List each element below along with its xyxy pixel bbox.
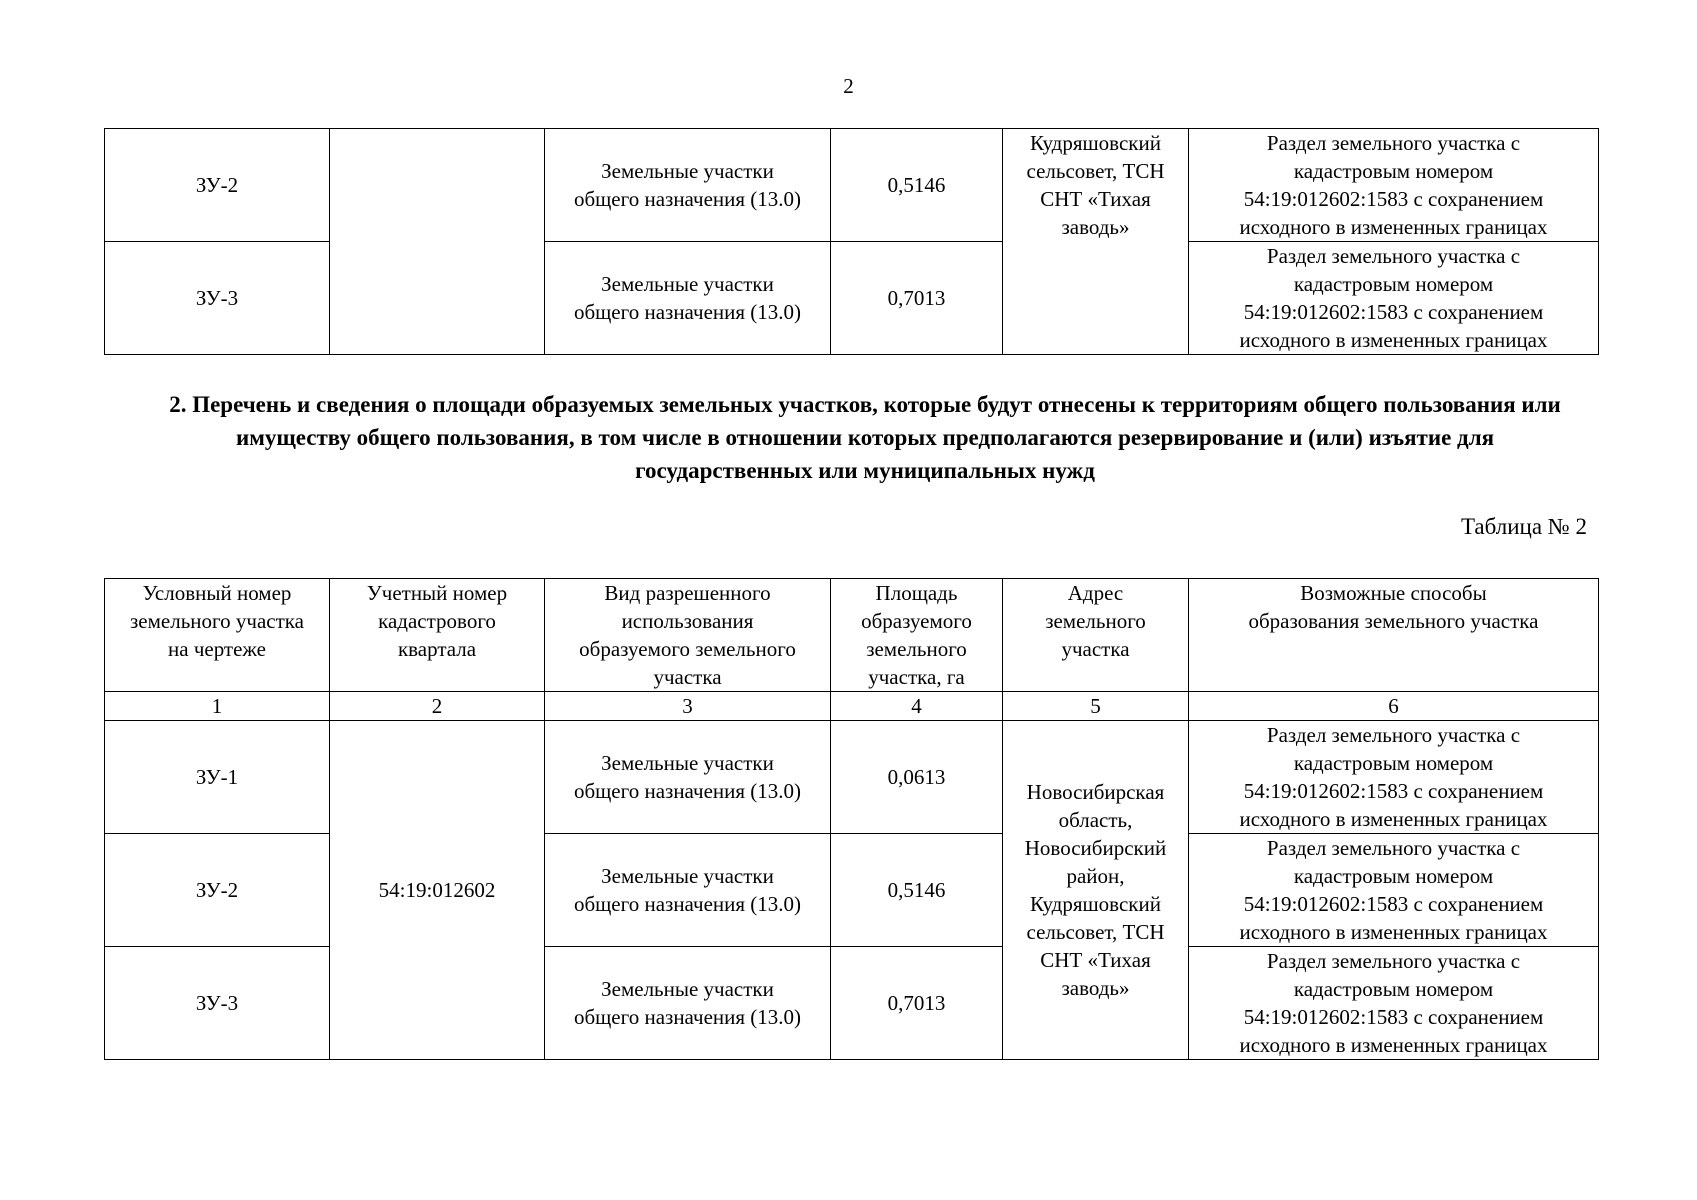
table-header-row bbox=[105, 579, 1599, 692]
table-row bbox=[105, 242, 1599, 355]
column-number: 5 bbox=[1003, 692, 1189, 721]
area-cell: 0,5146 bbox=[831, 129, 1003, 242]
header-cell: Условный номер земельного участка на чертеже bbox=[105, 579, 330, 692]
continued-table bbox=[104, 128, 1599, 355]
method-cell: Раздел земельного участка с кадастровым номером 54:19:012602:1583 с сохранением исходного в измененных границах bbox=[1189, 947, 1599, 1060]
column-number-row bbox=[105, 692, 1599, 721]
header-cell: Площадь образуемого земельного участка, га bbox=[831, 579, 1003, 692]
header-cell: Адрес земельного участка bbox=[1003, 579, 1189, 692]
plot-id-cell: ЗУ-3 bbox=[105, 242, 330, 355]
plot-id-cell: ЗУ-2 bbox=[105, 129, 330, 242]
use-cell: Земельные участки общего назначения (13.0) bbox=[545, 721, 831, 834]
plot-id-cell: ЗУ-3 bbox=[105, 947, 330, 1060]
column-number: 4 bbox=[831, 692, 1003, 721]
column-number: 2 bbox=[330, 692, 545, 721]
plot-id-cell: ЗУ-2 bbox=[105, 834, 330, 947]
column-number: 1 bbox=[105, 692, 330, 721]
section-heading: 2. Перечень и сведения о площади образуемых земельных участков, которые будут отнесены к территориям общего пользования или имуществу общего пользования, в том числе в отношении которых предполагаются резервирование и (или) изъятие для государственных или муниципальных нужд bbox=[169, 392, 1561, 483]
method-cell: Раздел земельного участка с кадастровым номером 54:19:012602:1583 с сохранением исходного в измененных границах bbox=[1189, 834, 1599, 947]
quarter-cell bbox=[330, 129, 545, 355]
plot-id-cell: ЗУ-1 bbox=[105, 721, 330, 834]
header-cell: Вид разрешенного использования образуемого земельного участка bbox=[545, 579, 831, 692]
table-row bbox=[105, 834, 1599, 947]
use-cell: Земельные участки общего назначения (13.0) bbox=[545, 947, 831, 1060]
table-label: Таблица № 2 bbox=[1460, 514, 1587, 539]
address-cell: Кудряшовский сельсовет, ТСН СНТ «Тихая заводь» bbox=[1003, 129, 1189, 355]
area-cell: 0,7013 bbox=[831, 947, 1003, 1060]
area-cell: 0,5146 bbox=[831, 834, 1003, 947]
table-row bbox=[105, 947, 1599, 1060]
table-row bbox=[105, 721, 1599, 834]
area-cell: 0,7013 bbox=[831, 242, 1003, 355]
method-cell: Раздел земельного участка с кадастровым номером 54:19:012602:1583 с сохранением исходного в измененных границах bbox=[1189, 129, 1599, 242]
page-number: 2 bbox=[843, 74, 854, 98]
area-cell: 0,0613 bbox=[831, 721, 1003, 834]
method-cell: Раздел земельного участка с кадастровым номером 54:19:012602:1583 с сохранением исходного в измененных границах bbox=[1189, 721, 1599, 834]
use-cell: Земельные участки общего назначения (13.0) bbox=[545, 242, 831, 355]
plots-table bbox=[104, 578, 1599, 1060]
quarter-cell: 54:19:012602 bbox=[330, 721, 545, 1060]
header-cell: Возможные способы образования земельного участка bbox=[1189, 579, 1599, 692]
column-number: 3 bbox=[545, 692, 831, 721]
use-cell: Земельные участки общего назначения (13.0) bbox=[545, 834, 831, 947]
use-cell: Земельные участки общего назначения (13.0) bbox=[545, 129, 831, 242]
column-number: 6 bbox=[1189, 692, 1599, 721]
address-cell: Новосибирская область, Новосибирский район, Кудряшовский сельсовет, ТСН СНТ «Тихая заводь» bbox=[1003, 721, 1189, 1060]
header-cell: Учетный номер кадастрового квартала bbox=[330, 579, 545, 692]
method-cell: Раздел земельного участка с кадастровым номером 54:19:012602:1583 с сохранением исходного в измененных границах bbox=[1189, 242, 1599, 355]
table-row bbox=[105, 129, 1599, 242]
